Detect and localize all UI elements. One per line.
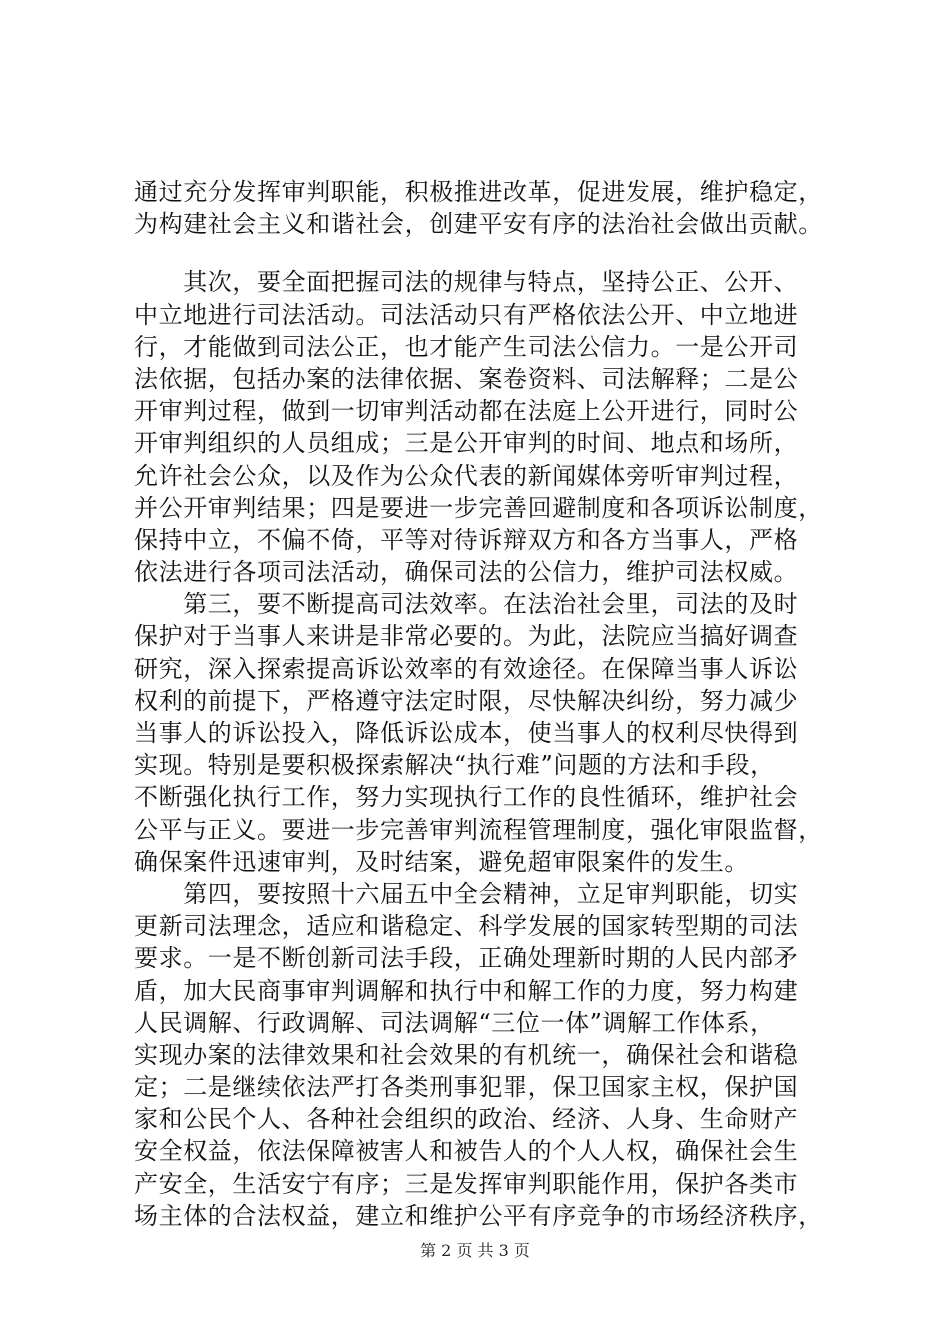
- text-line: 当事人的诉讼投入，降低诉讼成本，使当事人的权利尽快得到: [134, 719, 799, 747]
- paragraph-2: [134, 266, 834, 588]
- page-number-label: 第 2 页 共 3 页: [420, 1241, 530, 1260]
- text-line: 通过充分发挥审判职能，积极推进改革，促进发展，维护稳定，: [134, 178, 823, 206]
- text-line: 不断强化执行工作，努力实现执行工作的良性循环，维护社会: [134, 783, 799, 812]
- text-line: 产安全，生活安宁有序；三是发挥审判职能作用，保护各类市: [134, 1169, 799, 1198]
- text-line: 其次，要全面把握司法的规律与特点，坚持公正、公开、: [134, 268, 799, 297]
- text-line: 定；二是继续依法严打各类刑事犯罪，保卫国家主权，保护国: [134, 1073, 799, 1102]
- paragraph-3: [134, 588, 834, 878]
- text-line: 安全权益，依法保障被害人和被告人的个人人权，确保社会生: [134, 1137, 799, 1166]
- text-line: 依法进行各项司法活动，确保司法的公信力，维护司法权威。: [134, 558, 799, 587]
- paragraph-4: [134, 878, 834, 1232]
- text-line: 行，才能做到司法公正，也才能产生司法公信力。一是公开司: [134, 332, 799, 361]
- document-body: [134, 176, 834, 1232]
- text-line: 研究，深入探索提高诉讼效率的有效途径。在保障当事人诉讼: [134, 654, 799, 683]
- text-line: 中立地进行司法活动。司法活动只有严格依法公开、中立地进: [134, 300, 799, 329]
- text-line: 并公开审判结果；四是要进一步完善回避制度和各项诉讼制度，: [134, 493, 823, 522]
- text-line: 盾，加大民商事审判调解和执行中和解工作的力度，努力构建: [134, 976, 799, 1005]
- text-line: 场主体的合法权益，建立和维护公平有序竞争的市场经济秩序，: [134, 1201, 823, 1230]
- text-line: 家和公民个人、各种社会组织的政治、经济、人身、生命财产: [134, 1105, 799, 1134]
- text-line: 开审判组织的人员组成；三是公开审判的时间、地点和场所，: [134, 429, 799, 458]
- paragraph-gap: [134, 240, 834, 266]
- text-line: 保护对于当事人来讲是非常必要的。为此，法院应当搞好调查: [134, 622, 799, 651]
- text-line: 要求。一是不断创新司法手段，正确处理新时期的人民内部矛: [134, 944, 799, 973]
- text-line: 允许社会公众，以及作为公众代表的新闻媒体旁听审判过程，: [134, 461, 799, 490]
- text-line: 权利的前提下，严格遵守法定时限，尽快解决纠纷，努力减少: [134, 686, 799, 715]
- text-line: 为构建社会主义和谐社会，创建平安有序的法治社会做出贡献。: [134, 210, 823, 239]
- text-line: 确保案件迅速审判，及时结案，避免超审限案件的发生。: [134, 847, 749, 876]
- text-line: 法依据，包括办案的法律依据、案卷资料、司法解释；二是公: [134, 364, 799, 393]
- paragraph-1: [134, 176, 834, 240]
- text-line: 实现。特别是要积极探索解决“执行难”问题的方法和手段，: [134, 751, 775, 780]
- text-line: 保持中立，不偏不倚，平等对待诉辩双方和各方当事人，严格: [134, 525, 799, 554]
- text-line: 更新司法理念，适应和谐稳定、科学发展的国家转型期的司法: [134, 912, 799, 941]
- text-line: 第三，要不断提高司法效率。在法治社会里，司法的及时: [134, 590, 799, 619]
- page-footer: [0, 1238, 950, 1261]
- text-line: 公平与正义。要进一步完善审判流程管理制度，强化审限监督，: [134, 815, 823, 844]
- text-line: 人民调解、行政调解、司法调解“三位一体”调解工作体系，: [134, 1008, 775, 1037]
- text-line: 开审判过程，做到一切审判活动都在法庭上公开进行，同时公: [134, 397, 799, 426]
- text-line: 第四，要按照十六届五中全会精神，立足审判职能，切实: [134, 879, 799, 908]
- text-line: 实现办案的法律效果和社会效果的有机统一，确保社会和谐稳: [134, 1040, 799, 1069]
